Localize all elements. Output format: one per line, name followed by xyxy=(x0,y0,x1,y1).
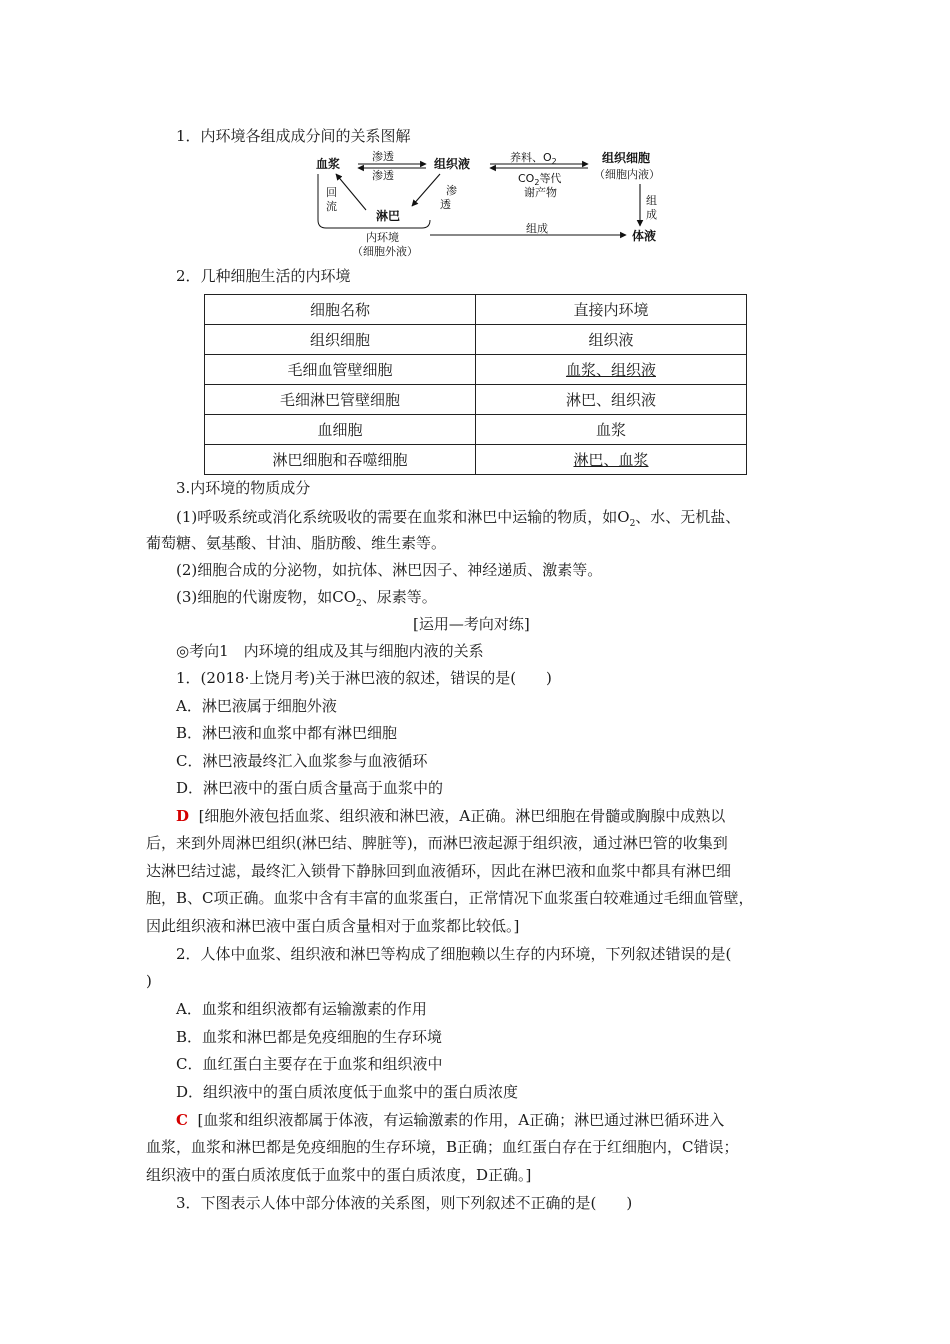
question-2-explanation-line-3: 组织液中的蛋白质浓度低于血浆中的蛋白质浓度，D正确。] xyxy=(146,1166,532,1184)
section-1-heading: 1．内环境各组成成分间的关系图解 xyxy=(176,127,411,145)
table-cell-underlined: 淋巴、血浆 xyxy=(573,451,649,469)
body-fluid-relationship-diagram xyxy=(300,148,680,258)
section-2-heading: 2．几种细胞生活的内环境 xyxy=(176,267,351,285)
question-1-option-b: B．淋巴液和血浆中都有淋巴细胞 xyxy=(176,724,398,742)
node-tissue-cell: 组织细胞 xyxy=(602,151,651,165)
label-compose-v2: 成 xyxy=(646,208,657,221)
node-lymph: 淋巴 xyxy=(376,209,401,223)
question-1-explanation-line-4: 胞，B、C项正确。血浆中含有丰富的血浆蛋白，正常情况下血浆蛋白较难通过毛细血管壁， xyxy=(146,889,754,907)
table-cell: 组织液 xyxy=(476,325,747,355)
practice-banner: [运用—考向对练] xyxy=(413,615,530,633)
label-co2: $CO_2$等代 xyxy=(518,172,562,187)
question-2-stem-cont: ) xyxy=(146,972,152,990)
label-osmosis-top: 渗透 xyxy=(372,150,394,163)
section-3-paragraph-3: (3)细胞的代谢废物，如$CO_2$、尿素等。 xyxy=(176,588,437,609)
question-1-explanation-line-3: 达淋巴结过滤，最终汇入锁骨下静脉回到血液循环，因此在淋巴液和血浆中都具有淋巴细 xyxy=(146,862,732,880)
node-body-fluid: 体液 xyxy=(632,229,657,243)
question-2-option-c: C．血红蛋白主要存在于血浆和组织液中 xyxy=(176,1055,443,1073)
question-1-stem: 1．(2018·上饶月考)关于淋巴液的叙述，错误的是( ) xyxy=(176,669,552,687)
question-2-explanation-line-1: C [血浆和组织液都属于体液，有运输激素的作用，A正确；淋巴通过淋巴循环进入 xyxy=(176,1111,725,1129)
label-compose-v1: 组 xyxy=(646,194,657,207)
table-cell: 血浆 xyxy=(476,415,747,445)
table-header: 直接内环境 xyxy=(476,295,747,325)
question-2-explanation-line-2: 血浆，血浆和淋巴都是免疫细胞的生存环境，B正确；血红蛋白存在于红细胞内，C错误； xyxy=(146,1138,739,1156)
arrow-tissue-to-lymph xyxy=(412,174,440,206)
node-intracellular-fluid: （细胞内液） xyxy=(594,168,660,181)
label-reflux-2: 流 xyxy=(326,200,337,213)
section-3-paragraph-2: (2)细胞合成的分泌物，如抗体、淋巴因子、神经递质、激素等。 xyxy=(176,561,603,579)
section-3-paragraph-1: (1)呼吸系统或消化系统吸收的需要在血浆和淋巴中运输的物质，如$O_2$、水、无机盐、 xyxy=(176,508,741,529)
table-cell xyxy=(476,445,747,475)
question-2-answer: C xyxy=(176,1111,188,1129)
question-2-option-a: A．血浆和组织液都有运输激素的作用 xyxy=(176,1000,427,1018)
node-plasma: 血浆 xyxy=(316,157,341,171)
question-1-option-a: A．淋巴液属于细胞外液 xyxy=(176,697,337,715)
cell-environment-table xyxy=(204,294,747,475)
table-row xyxy=(205,325,747,355)
table-cell: 淋巴、组织液 xyxy=(476,385,747,415)
section-3-heading: 3.内环境的物质成分 xyxy=(176,479,311,497)
table-cell: 血细胞 xyxy=(205,415,476,445)
question-1-option-d: D．淋巴液中的蛋白质含量高于血浆中的 xyxy=(176,779,444,797)
section-3-paragraph-1-cont: 葡萄糖、氨基酸、甘油、脂肪酸、维生素等。 xyxy=(146,534,447,552)
table-header: 细胞名称 xyxy=(205,295,476,325)
table-row xyxy=(205,445,747,475)
node-extracellular-fluid: （细胞外液） xyxy=(352,245,418,258)
table-row xyxy=(205,355,747,385)
exam-direction: ◎考向1 内环境的组成及其与细胞内液的关系 xyxy=(176,642,484,660)
label-osmosis-bottom: 渗透 xyxy=(372,169,394,182)
question-1-explanation-line-1: D [细胞外液包括血浆、组织液和淋巴液，A正确。淋巴细胞在骨髓或胸腺中成熟以 xyxy=(176,807,726,825)
question-3-stem: 3．下图表示人体中部分体液的关系图，则下列叙述不正确的是( ) xyxy=(176,1194,633,1212)
label-compose: 组成 xyxy=(526,222,548,235)
node-internal-environment: 内环境 xyxy=(366,231,399,244)
label-reflux-1: 回 xyxy=(326,186,337,199)
question-1-explanation-line-5: 因此组织液和淋巴液中蛋白质含量相对于血浆都比较低。] xyxy=(146,917,520,935)
table-cell-underlined: 血浆、组织液 xyxy=(565,361,656,379)
question-2-stem: 2．人体中血浆、组织液和淋巴等构成了细胞赖以生存的内环境，下列叙述错误的是( xyxy=(176,945,732,963)
node-tissue-fluid: 组织液 xyxy=(434,157,471,171)
question-1-option-c: C．淋巴液最终汇入血浆参与血液循环 xyxy=(176,752,428,770)
arrow-lymph-to-plasma xyxy=(336,174,366,210)
label-metabolites: 谢产物 xyxy=(524,186,557,199)
table-row xyxy=(205,385,747,415)
question-2-option-d: D．组织液中的蛋白质浓度低于血浆中的蛋白质浓度 xyxy=(176,1083,519,1101)
table-cell xyxy=(476,355,747,385)
table-header-row xyxy=(205,295,747,325)
label-seep-2: 透 xyxy=(440,198,451,211)
table-cell: 毛细血管壁细胞 xyxy=(205,355,476,385)
table-cell: 淋巴细胞和吞噬细胞 xyxy=(205,445,476,475)
table-cell: 组织细胞 xyxy=(205,325,476,355)
label-nutrients: 养料、$O_2$ xyxy=(510,151,557,166)
label-seep-1: 渗 xyxy=(446,184,457,197)
table-row xyxy=(205,415,747,445)
question-2-option-b: B．血浆和淋巴都是免疫细胞的生存环境 xyxy=(176,1028,443,1046)
question-1-answer: D xyxy=(176,807,190,825)
table-cell: 毛细淋巴管壁细胞 xyxy=(205,385,476,415)
question-1-explanation-line-2: 后，来到外周淋巴组织(淋巴结、脾脏等)，而淋巴液起源于组织液，通过淋巴管的收集到 xyxy=(146,834,728,852)
